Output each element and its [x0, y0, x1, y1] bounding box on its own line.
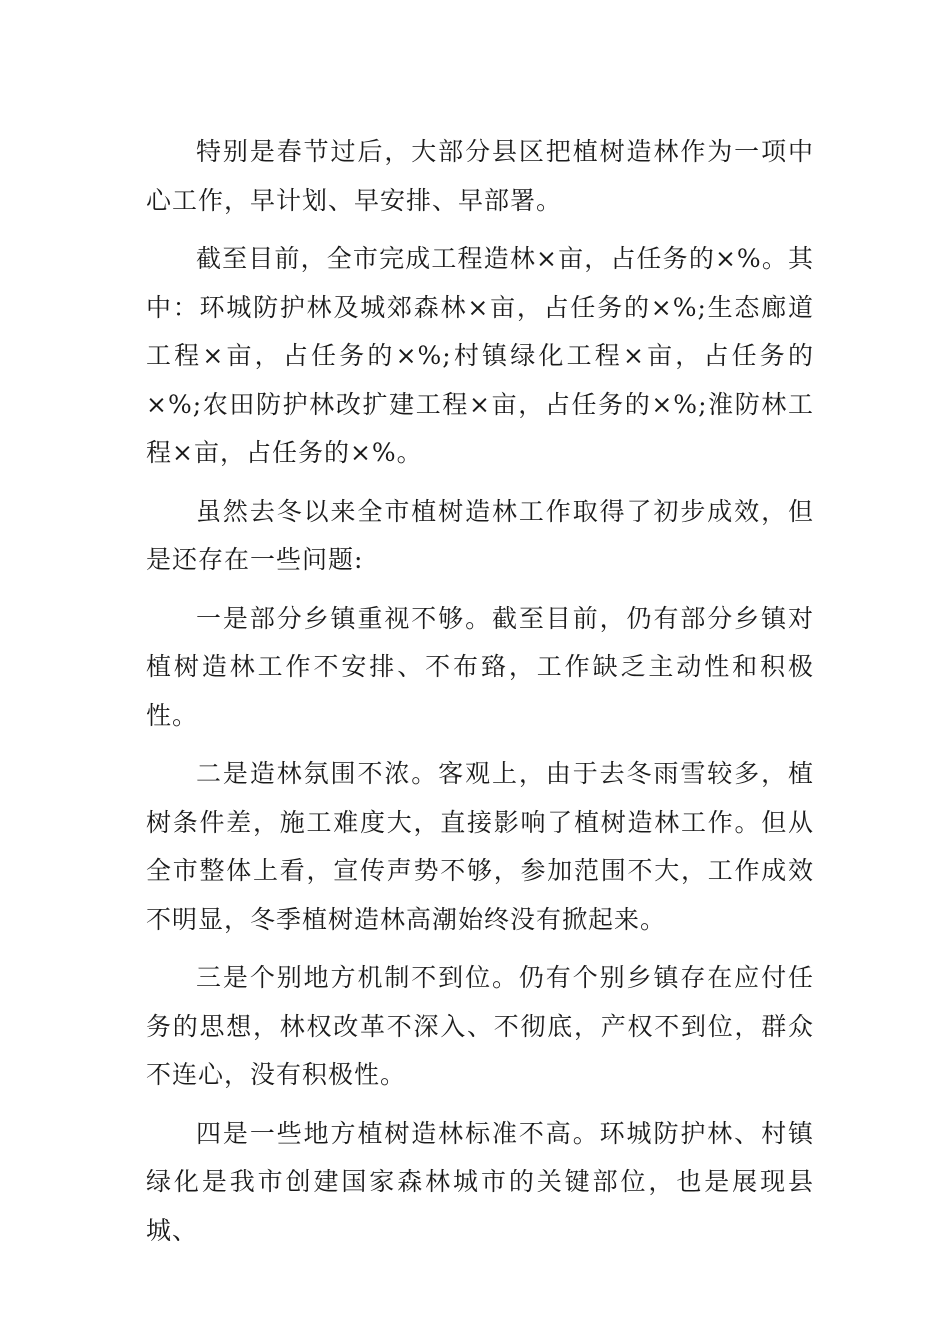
paragraph-problem-two: 二是造林氛围不浓。客观上，由于去冬雨雪较多，植树条件差，施工难度大，直接影响了植树造林工作。但从全市整体上看，宣传声势不够，参加范围不大，工作成效不明显，冬季植树造林高潮始终没有掀起来。	[146, 759, 814, 934]
paragraph-problem-one: 一是部分乡镇重视不够。截至目前，仍有部分乡镇对植树造林工作不安排、不布臵，工作缺乏主动性和积极性。	[146, 603, 814, 730]
paragraph-problem-three: 三是个别地方机制不到位。仍有个别乡镇存在应付任务的思想，林权改革不深入、不彻底，产权不到位，群众不连心，没有积极性。	[146, 963, 814, 1089]
paragraph-problems-intro: 虽然去冬以来全市植树造林工作取得了初步成效，但是还存在一些问题:	[146, 496, 814, 574]
paragraph-spring-festival: 特别是春节过后，大部分县区把植树造林作为一项中心工作，早计划、早安排、早部署。	[146, 137, 814, 215]
paragraph-afforestation-progress: 截至目前，全市完成工程造林×亩，占任务的×%。其中：环城防护林及城郊森林×亩，占任务的×%;生态廊道工程×亩，占任务的×%;村镇绿化工程×亩，占任务的×%;农田防护林改扩建工程×亩，占任务的×%;淮防林工程×亩，占任务的×%。	[146, 244, 814, 467]
paragraph-problem-four: 四是一些地方植树造林标准不高。环城防护林、村镇绿化是我市创建国家森林城市的关键部位，也是展现县城、	[146, 1118, 814, 1245]
document-body	[146, 128, 814, 1265]
